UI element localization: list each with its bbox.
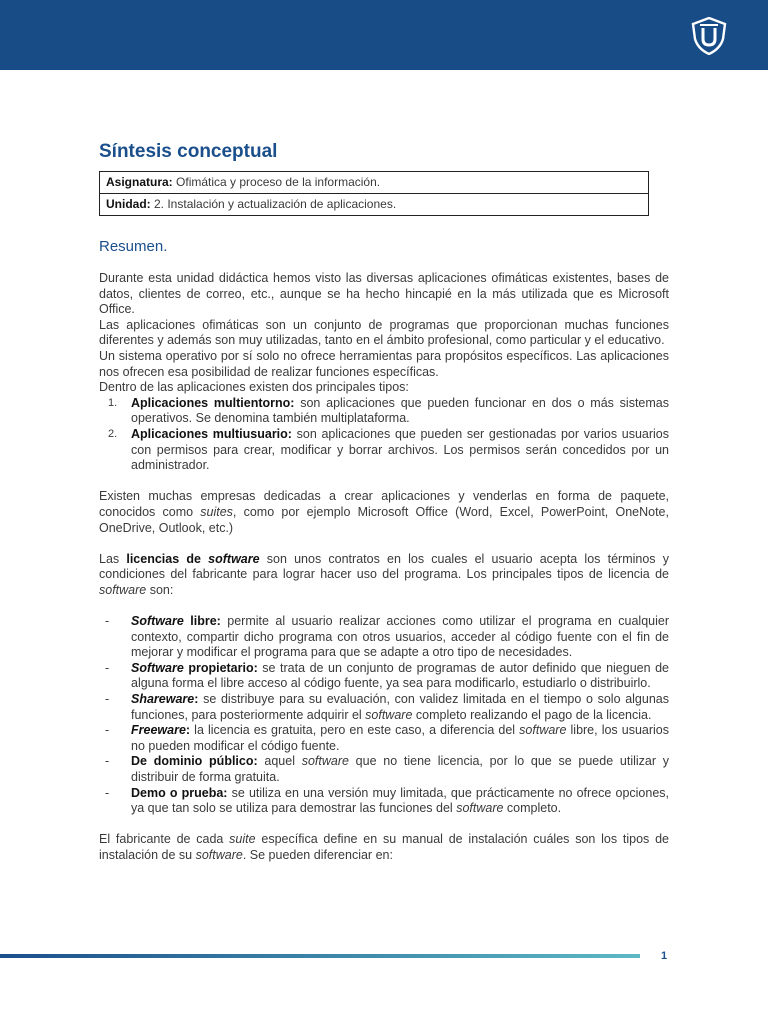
text-run: son: bbox=[146, 582, 174, 597]
list-text: son aplicaciones que pueden ser gestionadas por varios usuarios con permisos para crear, modificar y borrar archivos. Los permisos serán concedidos por un administrador. bbox=[131, 426, 669, 473]
list-item bbox=[99, 723, 669, 754]
unidad-label: Unidad: bbox=[106, 197, 151, 211]
list-term: Software bbox=[131, 660, 184, 675]
text-run-italic: software bbox=[456, 801, 504, 816]
dash-bullet: - bbox=[105, 692, 110, 707]
list-term: : bbox=[194, 692, 199, 707]
text-run: Las bbox=[99, 551, 127, 566]
list-number: 2. bbox=[108, 427, 118, 440]
list-term: Freeware bbox=[131, 723, 186, 738]
list-item bbox=[99, 396, 669, 427]
list-item bbox=[99, 427, 669, 474]
shield-logo-icon bbox=[691, 17, 727, 55]
list-text: se trata de un conjunto de programas de autor definido que nieguen de alguna forma el libre acceso al código fuente, ya sea para modificarlo, estudiarlo o distribuirlo. bbox=[131, 660, 670, 691]
list-text: se utiliza en una versión muy limitada, que prácticamente no ofrece opciones, ya que tan solo se utiliza para demostrar las funciones del bbox=[131, 785, 669, 816]
header-bar bbox=[0, 0, 768, 70]
list-term: : bbox=[185, 723, 191, 738]
section-title: Resumen. bbox=[99, 238, 168, 255]
page-number: 1 bbox=[661, 950, 668, 962]
list-term: Aplicaciones multiusuario: bbox=[131, 426, 292, 441]
asignatura-label: Asignatura: bbox=[106, 175, 173, 189]
list-term: Aplicaciones multientorno: bbox=[131, 395, 295, 410]
text-run: específica define en su manual de instalación cuáles son los tipos de instalación de su bbox=[99, 832, 669, 862]
list-item bbox=[99, 661, 669, 692]
text-run: Existen muchas empresas dedicadas a crear aplicaciones y venderlas en forma de paquete, conocidos como bbox=[99, 489, 669, 519]
text-run-bold: licencias de bbox=[126, 551, 209, 566]
dash-bullet: - bbox=[105, 723, 110, 738]
licenses-list bbox=[99, 614, 669, 817]
text-run: . Se pueden diferenciar en: bbox=[242, 847, 393, 862]
list-text: aquel bbox=[257, 754, 302, 769]
list-term: Software bbox=[131, 614, 184, 629]
footer-bar bbox=[0, 954, 640, 958]
closing-paragraph bbox=[99, 832, 669, 863]
list-item bbox=[99, 786, 669, 817]
text-run-italic: software bbox=[301, 754, 349, 769]
text-run-italic: suite bbox=[229, 832, 256, 847]
dash-bullet: - bbox=[105, 785, 110, 800]
types-list bbox=[99, 396, 669, 474]
dash-bullet: - bbox=[105, 660, 110, 675]
table-row bbox=[100, 194, 649, 216]
intro-paragraph: Durante esta unidad didáctica hemos visto las diversas aplicaciones ofimáticas existentes, bases de datos, clientes de correo, etc., aunque se ha hecho hincapié en la más utilizada que es Microsoft Office. bbox=[99, 271, 669, 317]
text-run-bold-italic: software bbox=[208, 551, 260, 566]
text-run-italic: software bbox=[519, 723, 567, 738]
table-cell bbox=[100, 194, 649, 216]
intro-paragraph: Dentro de las aplicaciones existen dos principales tipos: bbox=[99, 380, 409, 395]
text-run-italic: software bbox=[99, 582, 147, 597]
text-run: son unos contratos en los cuales el usuario acepta los términos y condiciones del fabricante para lograr hacer uso del programa. Los principales tipos de licencia de bbox=[99, 551, 669, 582]
text-run: El fabricante de cada bbox=[99, 832, 230, 847]
list-item bbox=[99, 692, 669, 723]
list-text: completo. bbox=[503, 801, 562, 816]
text-run-italic: software bbox=[365, 707, 413, 722]
list-text: se distribuye para su evaluación, con validez limitada en el tiempo o solo algunas funciones, para posteriormente adquirir el bbox=[131, 692, 669, 722]
subject-table bbox=[99, 171, 649, 216]
text-run-italic: suites bbox=[200, 504, 233, 519]
intro-paragraph: Un sistema operativo por sí solo no ofrece herramientas para propósitos específicos. Las aplicaciones nos ofrecen esa posibilidad de realizar funciones específicas. bbox=[99, 348, 669, 379]
unidad-value: 2. Instalación y actualización de aplicaciones. bbox=[150, 197, 397, 211]
list-text: la licencia es gratuita, pero en este caso, a diferencia del bbox=[190, 723, 520, 738]
page-title: Síntesis conceptual bbox=[99, 141, 278, 162]
text-run: , como por ejemplo Microsoft Office (Word, Excel, PowerPoint, OneNote, OneDrive, Outlook, etc.) bbox=[99, 504, 669, 535]
list-text: permite al usuario realizar acciones como utilizar el programa en cualquier contexto, compartir dicho programa con otros usuarios, acceder al código fuente con el fin de mejorar y modificar el programa para que se adapte a otro tipo de necesidades. bbox=[131, 614, 669, 660]
table-cell bbox=[100, 172, 649, 194]
asignatura-value: Ofimática y proceso de la información. bbox=[172, 175, 381, 189]
list-item bbox=[99, 614, 669, 661]
list-term: propietario: bbox=[183, 660, 258, 675]
list-term: Shareware bbox=[131, 692, 195, 707]
list-text: completo realizando el pago de la licencia. bbox=[412, 707, 652, 722]
dash-bullet: - bbox=[105, 614, 110, 629]
list-text: son aplicaciones que pueden funcionar en dos o más sistemas operativos. Se denomina también multiplataforma. bbox=[131, 395, 669, 426]
document-body bbox=[99, 140, 669, 864]
list-text: que no tiene licencia, por lo que se puede utilizar y distribuir de forma gratuita. bbox=[131, 754, 669, 784]
list-term: Demo o prueba: bbox=[131, 785, 228, 800]
suites-paragraph bbox=[99, 489, 669, 536]
list-number: 1. bbox=[108, 396, 118, 409]
list-item bbox=[99, 754, 669, 785]
text-run-italic: software bbox=[195, 847, 243, 862]
licenses-intro-paragraph bbox=[99, 552, 669, 599]
list-text: libre, los usuarios no pueden modificar el código fuente. bbox=[131, 723, 670, 753]
list-term: libre: bbox=[183, 614, 221, 629]
dash-bullet: - bbox=[105, 754, 110, 769]
table-row bbox=[100, 172, 649, 194]
intro-paragraph: Las aplicaciones ofimáticas son un conjunto de programas que proporcionan muchas funciones diferentes y además son muy utilizadas, tanto en el ámbito profesional, como particular y el educativo. bbox=[99, 317, 669, 348]
list-term: De dominio público: bbox=[131, 754, 258, 769]
